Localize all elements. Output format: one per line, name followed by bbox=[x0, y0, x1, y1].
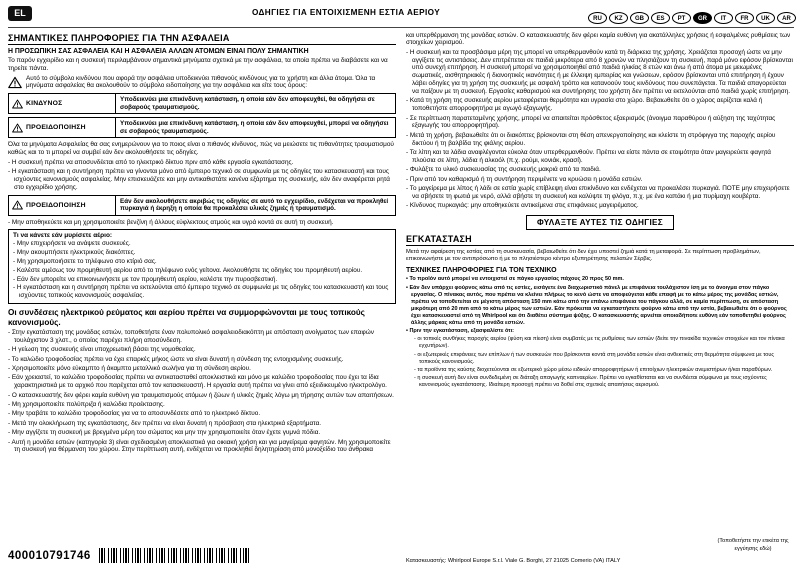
danger-label: ΚΙΝΔΥΝΟΣ bbox=[26, 100, 63, 108]
right-safety-list bbox=[406, 32, 794, 210]
technician-item: • Εάν δεν υπάρχει φούρνος κάτω από τις εστίες, εισάγετε ένα διαχωριστικό πάνελ με επιφάνεια τουλάχιστον ίση με το άνοιγμα στον πάγκο εργασίας. Ο πίνακας αυτός, που πρέπει να κλείνει πλήρως το κενό ώστε να αποφεύγεται κάθε επαφή με το κάτω μέρος της μονάδας εστιών, πρέπει να τοποθετείται σε μέγιστη απόσταση 150 mm κάτω από την επάνω επιφάνεια του πάγκου αλλά, σε καμία περίπτωση, σε απόσταση μικρότερη από 20 mm από το κάτω μέρος των εστιών. Εάν πρόκειται να εγκαταστήσετε φούρνο κάτω από την εστία, βεβαιωθείτε ότι ο φούρνος έχει κατασκευαστεί από τη Whirlpool και ότι διαθέτει σύστημα ψύξης. Ο κατασκευαστής αρνείται οποιαδήποτε ευθύνη εάν τοποθετηθεί φούρνος άλλης μάρκας κάτω από τη μονάδα εστιών. bbox=[406, 284, 787, 326]
hazard-symbol-note bbox=[8, 75, 396, 91]
language-badge: IT bbox=[714, 12, 733, 24]
safety-subtitle: Η ΠΡΟΣΩΠΙΚΗ ΣΑΣ ΑΣΦΑΛΕΙΑ ΚΑΙ Η ΑΣΦΑΛΕΙΑ ΑΛΛΩΝ ΑΤΟΜΩΝ ΕΙΝΑΙ ΠΟΛΥ ΣΗΜΑΝΤΙΚΗ bbox=[8, 48, 309, 55]
safety-item: - Κίνδυνος πυρκαγιάς: μην αποθηκεύετε αντικείμενα στις επιφάνειες μαγειρέματος. bbox=[406, 202, 639, 210]
installation-title: ΕΓΚΑΤΑΣΤΑΣΗ bbox=[406, 234, 794, 246]
technician-item: - η συσκευή αυτή δεν είναι συνδεδεμένη σε διάταξη απαγωγής καπναερίων. Πρέπει να εγκαθίσταται και να συνδέεται σύμφωνα με τους ισχύοντες κανονισμούς εγκατάστασης. Ιδιαίτερη προσοχή πρέπει να δοθεί στις σχετικές απαιτήσεις αερισμού. bbox=[414, 375, 767, 389]
connection-item: - Μη χρησιμοποιείτε πολύπριζα ή καλώδια προέκτασης. bbox=[8, 401, 165, 408]
safety-item: - Η συσκευή πρέπει να αποσυνδέεται από το ηλεκτρικό δίκτυο πριν από κάθε εργασία εγκατάστασης. bbox=[8, 158, 294, 166]
safety-item: - Φυλάξτε το υλικό συσκευασίας της συσκευής μακριά από τα παιδιά. bbox=[406, 166, 601, 174]
connection-item: - Η γείωση της συσκευής είναι υποχρεωτική βάσει της νομοθεσίας. bbox=[8, 346, 196, 354]
danger-box bbox=[8, 93, 396, 114]
gas-advice-item: - Εάν δεν μπορείτε να επικοινωνήσετε με τον προμηθευτή αερίου, καλέστε την πυροσβεστική. bbox=[13, 275, 278, 283]
connection-item: - Εάν χρειαστεί, το καλώδιο τροφοδοσίας πρέπει να αντικατασταθεί αποκλειστικά και μόνο με καλώδιο τροφοδοσίας που έχει τα ίδια χαρακτηριστικά με το αρχικό που παρέχεται από τον κατασκευαστή. Η εργασία αυτή πρέπει να γίνει από εξειδικευμένο ηλεκτρολόγο. bbox=[8, 374, 387, 390]
warning-triangle-icon bbox=[12, 123, 23, 133]
hazard-symbol-text: Αυτό το σύμβολο κινδύνου που αφορά την ασφάλεια υποδεικνύει πιθανούς κινδύνους για το χρήστη και άλλα άτομα. Όλα τα μηνύματα ασφαλείας θα ακολουθούν το σύμβολο ειδοποίησης για την ασφάλεια και είτε τους όρους: bbox=[26, 74, 376, 90]
right-column bbox=[406, 30, 794, 542]
safety-item: - Πριν από τον καθαρισμό ή τη συντήρηση περιμένετε να κρυώσει η μονάδα εστιών. bbox=[406, 175, 643, 183]
technician-item: - οι εξωτερικές επιφάνειες των επίπλων ή των συσκευών που βρίσκονται κοντά στη μονάδα εστιών είναι ανθεκτικές στη θερμότητα σύμφωνα με τους τοπικούς κανονισμούς. bbox=[414, 351, 774, 365]
safety-item: - Κατά τη χρήση της συσκευής αερίου μεταφέρεται θερμότητα και υγρασία στο χώρο. Βεβαιωθείτε ότι ο χώρος αερίζεται καλά ή τοποθετήστε απορροφητήρα με αγωγό εξαγωγής. bbox=[406, 97, 763, 113]
warning-box bbox=[8, 117, 396, 138]
safety-item: και υπερθέρμανση της μονάδας εστιών. Ο κατασκευαστής δεν φέρει καμία ευθύνη για ακατάλληλες χρήσεις ή εσφαλμένες ρυθμίσεις των στοιχείων χειρισμού. bbox=[406, 31, 791, 47]
connection-item: - Μην αγγίζετε τη συσκευή με βρεγμένα μέρη του σώματος και μην την χρησιμοποιείτε όταν έχετε γυμνά πόδια. bbox=[8, 429, 321, 437]
save-instructions-banner: ΦΥΛΑΞΤΕ ΑΥΤΕΣ ΤΙΣ ΟΔΗΓΙΕΣ bbox=[526, 215, 674, 230]
connections-list bbox=[8, 329, 396, 454]
safety-item: - Σε περίπτωση παρατεταμένης χρήσης, μπορεί να απαιτείται πρόσθετος εξαερισμός (άνοιγμα παραθύρου ή αύξηση της ταχύτητας εξαγωγής του απορροφητήρα). bbox=[406, 114, 776, 130]
language-badge: PT bbox=[672, 12, 691, 24]
danger-box-label-cell bbox=[9, 94, 116, 113]
warning-triangle-icon bbox=[12, 200, 23, 210]
gas-advice-item: - Καλέστε αμέσως τον προμηθευτή αερίου από το τηλέφωνο ενός γείτονα. Ακολουθήστε τις οδηγίες του προμηθευτή αερίου. bbox=[13, 266, 363, 274]
language-badge: UK bbox=[756, 12, 775, 24]
gas-advice-item: - Η εγκατάσταση και η συντήρηση πρέπει να εκτελούνται από έμπειρο τεχνικό σε συμφωνία με τις οδηγίες του κατασκευαστή και τους ισχύοντες τοπικούς κανονισμούς ασφαλείας. bbox=[13, 284, 389, 300]
warning-box-2-label-cell bbox=[9, 196, 116, 215]
product-code: 400010791746 bbox=[8, 549, 91, 562]
technician-item: - τα προϊόντα της καύσης διοχετεύονται σε εξωτερικό χώρο μέσω ειδικών απορροφητήρων ή επιτοίχιων ηλεκτρικών ανεμιστήρων ή/και παραθύρων. bbox=[414, 366, 773, 373]
warning-triangle-icon bbox=[8, 76, 22, 89]
safety-item: - Τα λίπη και τα λάδια αναφλέγονται εύκολα όταν υπερθερμανθούν. Πρέπει να είστε πάντα σε ετοιμότητα όταν μαγειρεύετε φαγητά πλούσια σε λίπη, λάδια ή αλκοόλ (π.χ. ρούμι, κονιάκ, κρασί). bbox=[406, 148, 771, 164]
language-badge: AR bbox=[777, 12, 796, 24]
page-title: ΟΔΗΓΙΕΣ ΓΙΑ ΕΝΤΟΙΧΙΣΜΕΝΗ ΕΣΤΙΑ ΑΕΡΙΟΥ bbox=[251, 8, 441, 17]
warning-box-label-cell bbox=[9, 118, 116, 137]
installation-text: Μετά την αφαίρεση της εστίας από τη συσκευασία, βεβαιωθείτε ότι δεν έχει υποστεί ζημιά κατά τη μεταφορά. Σε περίπτωση προβλημάτων, επικοινωνήστε με τον αντιπρόσωπο ή με το πλησιέστερο κέντρο εξυπηρέτησης πελατών Σέρβις. bbox=[406, 249, 761, 263]
barcode bbox=[99, 548, 249, 563]
language-badge: KZ bbox=[609, 12, 628, 24]
gas-advice-item: - Μη χρησιμοποιήσετε το τηλέφωνο στο κτίριό σας. bbox=[13, 258, 157, 266]
header-divider bbox=[8, 27, 794, 28]
manufacturer-line: Κατασκευαστής: Whirlpool Europe S.r.l. Viale G. Borghi, 27 21025 Comerio (VA) ITALY bbox=[406, 558, 621, 564]
safety-item: - Η συσκευή και τα προσβάσιμα μέρη της μπορεί να υπερθερμανθούν κατά τη διάρκεια της χρήσης. Χρειάζεται προσοχή ώστε να μην αγγίξετε τις αντιστάσεις. Δεν επιτρέπεται σε παιδιά μικρότερα από 8 χρονών να πλησιάζουν τη συσκευή, παρά μόνο εφόσον βρίσκονται υπό συνεχή επιτήρηση. Η συσκευή μπορεί να χρησιμοποιηθεί από παιδιά ηλικίας 8 ετών και άνω ή από άτομα με μειωμένες σωματικές, αισθητηριακές ή διανοητικές ικανότητες ή με έλλειψη εμπειρίας και γνώσεων, εφόσον βρίσκονται υπό επιτήρηση ή έχουν λάβει οδηγίες για τη χρήση της συσκευής με ασφαλή τρόπο και κατανοούν τους κινδύνους που συνεπάγεται. Τα παιδιά απαγορεύεται να παίζουν με τη συσκευή. Εργασίες καθαρισμού και συντήρησης του χρήστη δεν πρέπει να εκτελούνται από παιδιά χωρίς επιτήρηση. bbox=[406, 48, 793, 95]
fuel-storage-item: - Μην αποθηκεύετε και μη χρησιμοποιείτε βενζίνη ή άλλους εύφλεκτους ατμούς και υγρά κοντά σε αυτή τη συσκευή. bbox=[8, 218, 334, 226]
warning-text: Υποδεικνύει μια επικίνδυνη κατάσταση, η οποία εάν δεν αποφευχθεί, μπορεί να οδηγήσει σε σοβαρούς τραυματισμούς. bbox=[120, 120, 389, 135]
product-code-bar bbox=[8, 548, 249, 563]
connection-item: - Χρησιμοποιείτε μόνο εύκαμπτο ή άκαμπτο μεταλλικό σωλήνα για τη σύνδεση αερίου. bbox=[8, 364, 251, 372]
gas-advice-item: - Μην ακουμπήσετε ηλεκτρικούς διακόπτες. bbox=[13, 249, 136, 257]
safety-section-title: ΣΗΜΑΝΤΙΚΕΣ ΠΛΗΡΟΦΟΡΙΕΣ ΓΙΑ ΤΗΝ ΑΣΦΑΛΕΙΑ bbox=[8, 33, 396, 45]
warning-2-text: Εάν δεν ακολουθήσετε ακριβώς τις οδηγίες σε αυτό το εγχειρίδιο, ενδέχεται να προκληθεί πυρκαγιά ή έκρηξη η οποία θα προκαλέσει υλικές ζημιές ή τραυματισμό. bbox=[120, 197, 389, 213]
connection-item: - Το καλώδιο τροφοδοσίας πρέπει να έχει επαρκές μήκος ώστε να είναι δυνατή η σύνδεση της εντοιχισμένης συσκευής. bbox=[8, 355, 344, 363]
gas-advice-title: Τι να κάνετε εάν μυρίσετε αέριο: bbox=[13, 232, 113, 240]
language-badge: GR bbox=[693, 12, 712, 24]
danger-text: Υποδεικνύει μια επικίνδυνη κατάσταση, η οποία εάν δεν αποφευχθεί, θα οδηγήσει σε σοβαρούς τραυματισμούς. bbox=[120, 96, 375, 111]
technician-item: • Το προϊόν αυτό μπορεί να εντοιχιστεί σε πάγκο εργασίας πάχους 20 προς 50 mm. bbox=[406, 276, 624, 283]
language-badge: ES bbox=[651, 12, 670, 24]
gas-advice-item: - Μην επιχειρήσετε να ανάψετε συσκευές. bbox=[13, 240, 131, 248]
connection-item: - Ο κατασκευαστής δεν φέρει καμία ευθύνη για τραυματισμούς ατόμων ή ζώων ή υλικές ζημιές λόγω μη τήρησης αυτών των απαιτήσεων. bbox=[8, 391, 394, 399]
technician-item: - οι τοπικές συνθήκες παροχής αερίου (φύση και πίεση) είναι συμβατές με τις ρυθμίσεις των εστιών (δείτε την πινακίδα τεχνικών στοιχείων και τον πίνακα εγχυτήρων). bbox=[414, 336, 785, 350]
warning-triangle-icon bbox=[12, 99, 23, 109]
language-badge-row bbox=[586, 7, 796, 25]
warning-box-2 bbox=[8, 195, 396, 216]
safety-intro: Το παρόν εγχειρίδιο και η συσκευή περιλαμβάνουν σημαντικά μηνύματα σχετικά με την ασφάλεια, τα οποία πρέπει να διαβάσετε και να τηρείτε πάντα. bbox=[8, 57, 388, 72]
connection-item: - Μετά την ολοκλήρωση της εγκατάστασης, δεν πρέπει να είναι δυνατή η πρόσβαση στα ηλεκτρικά εξαρτήματα. bbox=[8, 419, 322, 427]
left-column bbox=[8, 33, 396, 538]
language-badge: FR bbox=[735, 12, 754, 24]
connection-item: - Μην τραβάτε το καλώδιο τροφοδοσίας για να το αποσυνδέσετε από το ηλεκτρικό δίκτυο. bbox=[8, 410, 261, 418]
connection-item: - Αυτή η μονάδα εστιών (κατηγορία 3) είναι σχεδιασμένη αποκλειστικά για οικιακή χρήση και για μαγείρεμα φαγητών. Μη χρησιμοποιείτε τη συσκευή για θέρμανση του χώρου. Στην περίπτωση αυτή, ενδέχεται να προκληθεί δηλητηρίαση από μονοξείδιο του άνθρακα bbox=[8, 438, 391, 454]
safety-item: - Μετά τη χρήση, βεβαιωθείτε ότι οι διακόπτες βρίσκονται στη θέση απενεργοποίησης και κλείστε τη στρόφιγγα της παροχής αερίου δικτύου ή τη βαλβίδα της φιάλης αερίου. bbox=[406, 131, 776, 147]
technician-title: ΤΕΧΝΙΚΕΣ ΠΛΗΡΟΦΟΡΙΕΣ ΓΙΑ ΤΟΝ ΤΕΧΝΙΚΟ bbox=[406, 267, 557, 275]
current-language-badge: EL bbox=[8, 6, 32, 21]
language-badge: RU bbox=[588, 12, 607, 24]
warning-2-label: ΠΡΟΕΙΔΟΠΟΙΗΣΗ bbox=[26, 201, 86, 209]
safety-mid-list bbox=[8, 141, 396, 191]
warning-label: ΠΡΟΕΙΔΟΠΟΙΗΣΗ bbox=[26, 124, 86, 132]
connections-title: Οι συνδέσεις ηλεκτρικού ρεύματος και αερίου πρέπει να συμμορφώνονται με τους τοπικούς κανονισμούς. bbox=[8, 308, 365, 327]
warranty-label-note: (Τοποθετήστε την ετικέτα της εγγύησης εδώ) bbox=[717, 538, 789, 552]
safety-item: Όλα τα μηνύματα Ασφαλείας θα σας ενημερώνουν για το ποιος είναι ο πιθανός κίνδυνος, πώς να μειώσετε τις πιθανότητες τραυματισμού καθώς και το τι μπορεί να συμβεί εάν δεν ακολουθήσετε τις οδηγίες. bbox=[8, 141, 394, 157]
language-badge: GB bbox=[630, 12, 649, 24]
gas-advice-list bbox=[13, 240, 391, 300]
gas-smell-advice-box bbox=[8, 229, 396, 304]
connection-item: - Στην εγκατάσταση της μονάδας εστιών, τοποθετήστε έναν πολυπολικό ασφαλειοδιακόπτη με απόσταση ανοίγματος των επαφών τουλάχιστον 3 χλστ., ο οποίος παρέχει πλήρη αποσύνδεση. bbox=[8, 328, 374, 344]
safety-item: - Η εγκατάσταση και η συντήρηση πρέπει να γίνονται μόνο από έμπειρο τεχνικό σε συμφωνία με τις οδηγίες του κατασκευαστή και τους ισχύοντες κανονισμούς ασφαλείας. Μην επισκευάζετε και μην αντικαθιστάτε κανένα εξάρτημα της συσκευής, εάν δεν αναφέρεται ρητά στο εγχειρίδιο χρήσης. bbox=[8, 168, 390, 191]
technician-item: • Πριν την εγκατάσταση, εξασφαλίστε ότι: bbox=[406, 328, 514, 335]
technician-list bbox=[406, 276, 794, 389]
safety-item: - Το μαγείρεμα με λίπος ή λάδι σε εστία χωρίς επίβλεψη είναι επικίνδυνο και ενδέχεται να προκαλέσει πυρκαγιά. ΠΟΤΕ μην επιχειρήσετε να σβήσετε τη φωτιά με νερό, αλλά σβήστε τη συσκευή και καλύψτε τη φλόγα, π.χ. με ένα καπάκι ή μια πυρίμαχη κουβέρτα. bbox=[406, 184, 790, 200]
